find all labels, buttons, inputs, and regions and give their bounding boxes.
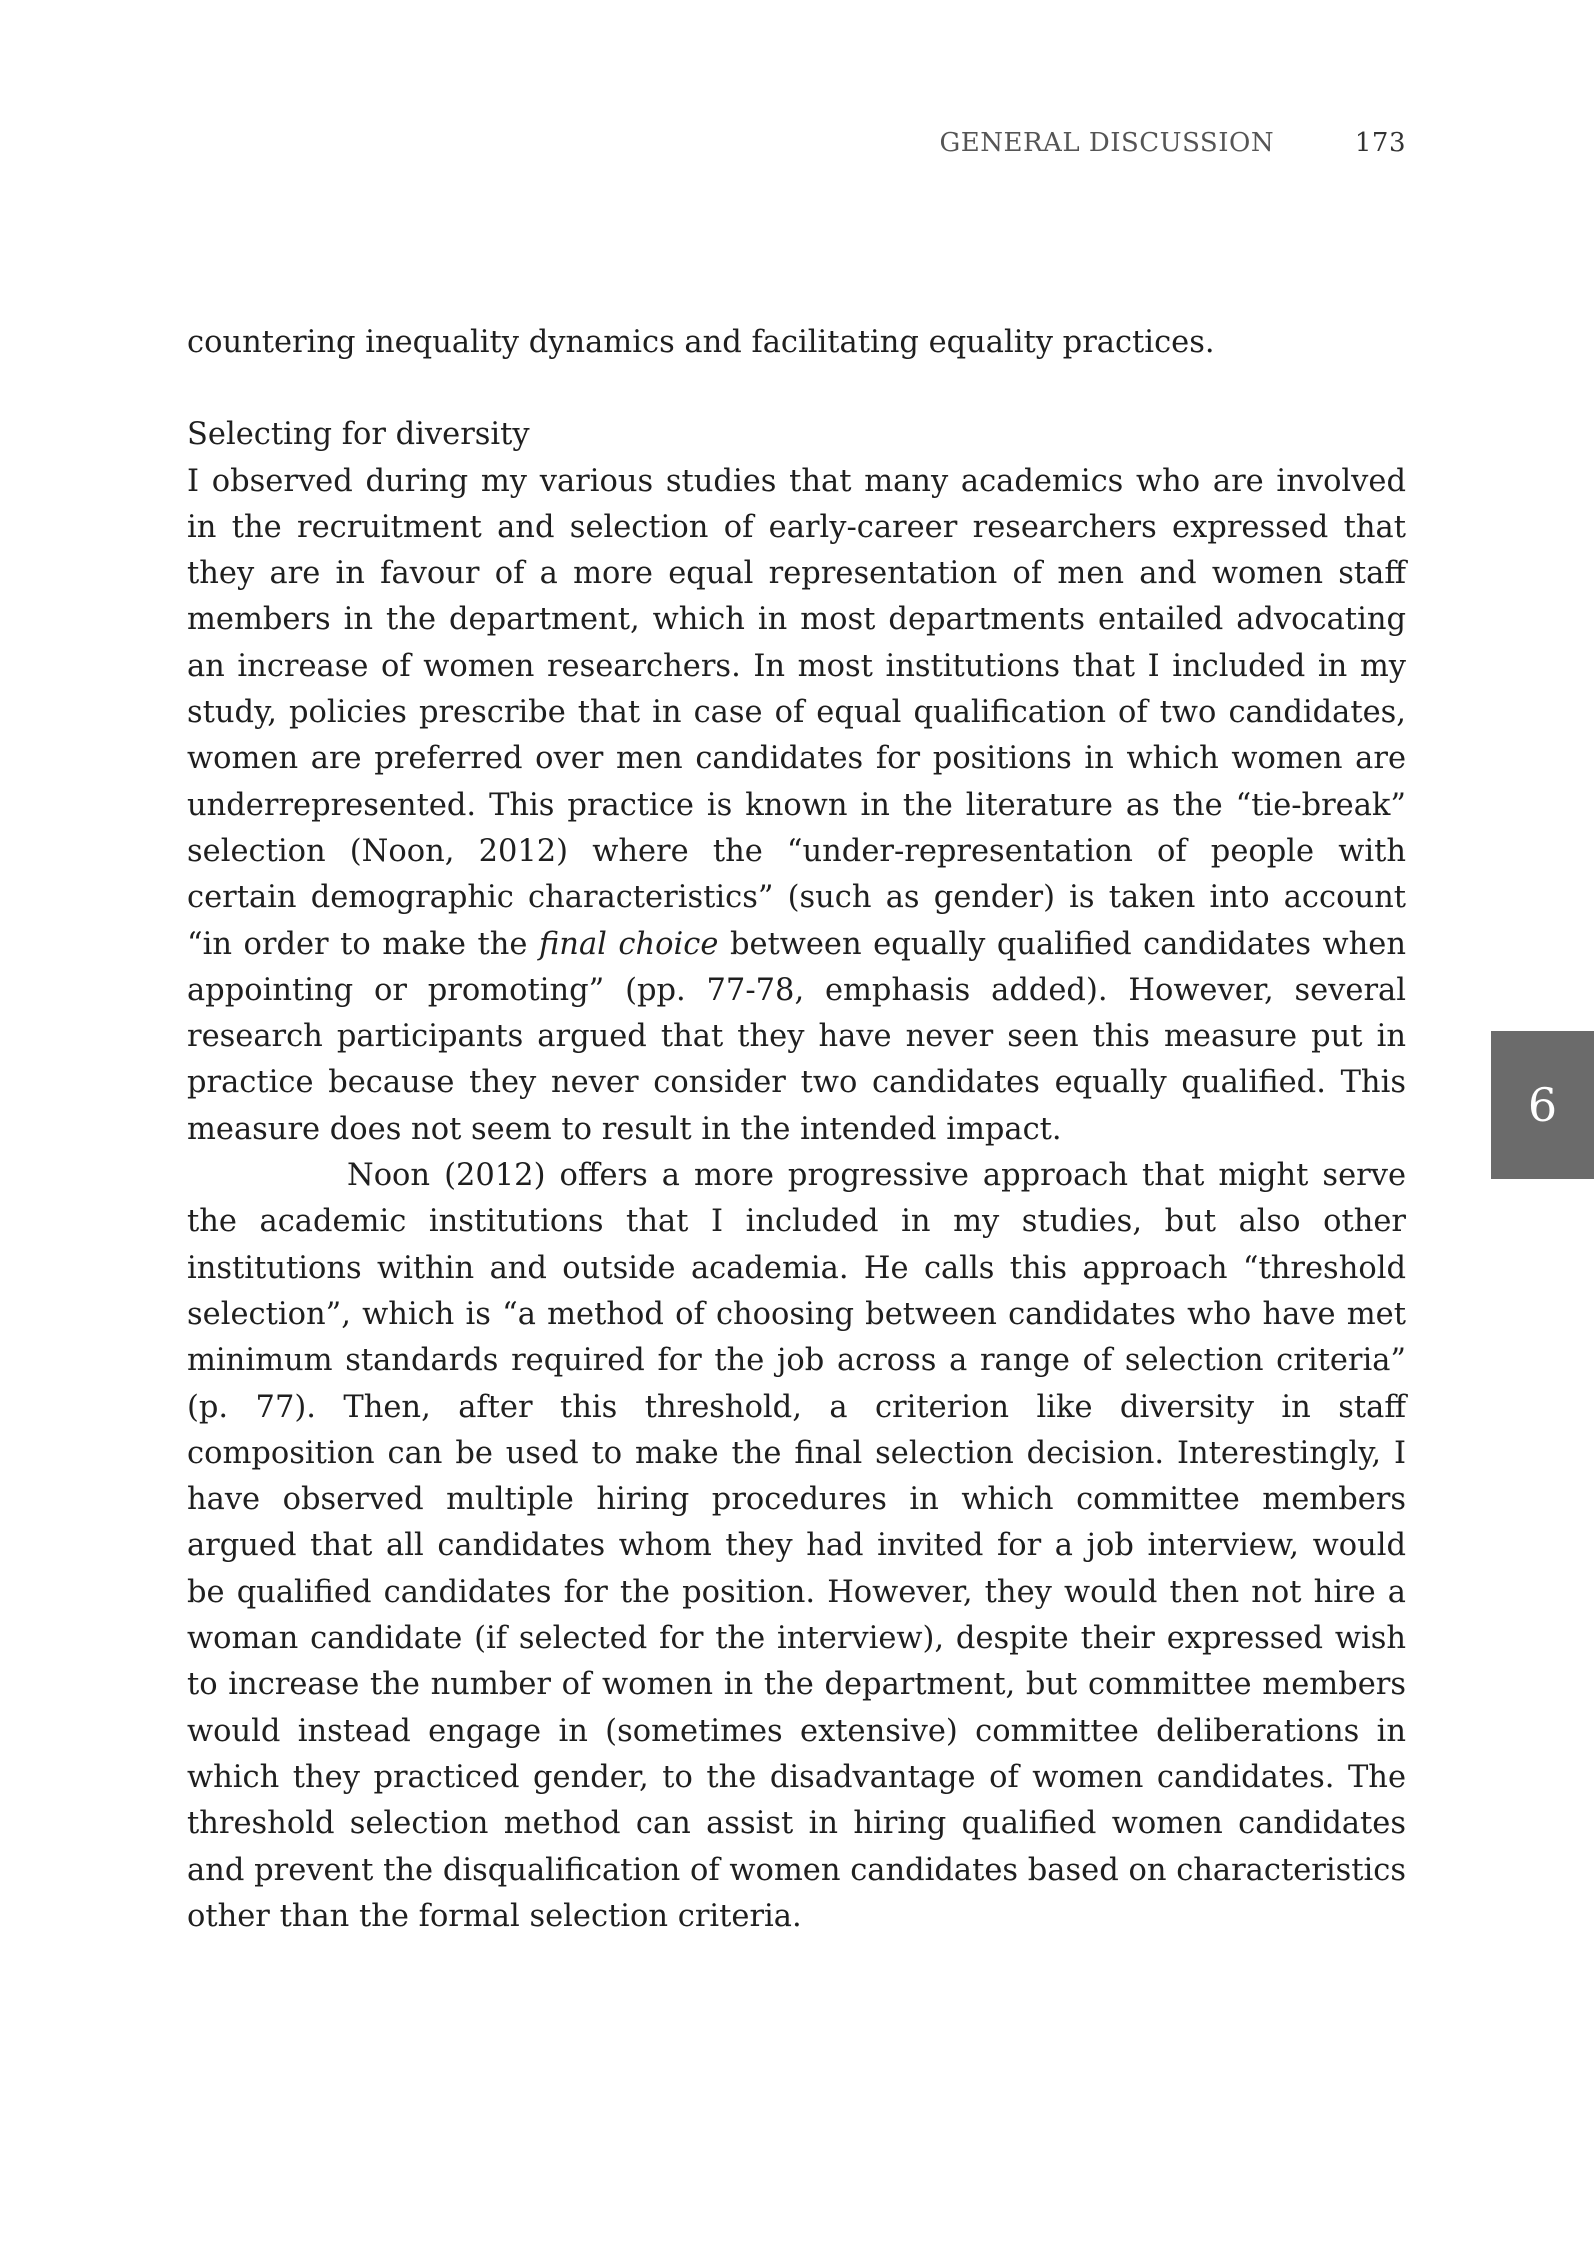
paragraph-tie-break-text-start: I observed during my various studies that many academics who are involved in the recruitment and selection of early-career researchers expressed that they are in favour of a more equal representation of men and women staff members in the department, which in most departments entailed advocating an increase of women researchers. In most institutions that I included in my study, policies prescribe that in case of equal qualification of two candidates, women are preferred over men candidates for positions in which women are underrepresented. This practice is known in the literature as the “tie-break” selection (Noon, 2012) where the “under-representation of people with certain demographic characteristics” (such as gender) is taken into account “in order to make the — [187, 463, 1406, 962]
paragraph-threshold-selection: Noon (2012) offers a more progressive approach that might serve the academic institutions that I included in my studies, but also other institutions within and outside academia. He calls this approach “threshold selection”, which is “a method of choosing between candidates who have met minimum standards required for the job across a range of selection criteria” (p. 77). Then, after this threshold, a criterion like diversity in staff composition can be used to make the final selection decision. Interestingly, I have observed multiple hiring procedures in which committee members argued that all candidates whom they had invited for a job interview, would be qualified candidates for the position. However, they would then not hire a woman candidate (if selected for the interview), despite their expressed wish to increase the number of women in the department, but committee members would instead engage in (sometimes extensive) committee deliberations in which they practiced gender, to the disadvantage of women candidates. The threshold selection method can assist in hiring qualified women candidates and prevent the disqualification of women candidates based on characteristics other than the formal selection criteria. — [187, 1158, 1406, 1934]
chapter-tab-label: 6 — [1527, 1078, 1558, 1132]
body-text — [187, 320, 1406, 1940]
running-header — [939, 128, 1406, 158]
section-heading: Selecting for diversity — [187, 417, 530, 453]
continuation-line: countering inequality dynamics and facilitating equality practices. — [187, 325, 1215, 360]
chapter-tab — [1491, 1031, 1594, 1179]
paragraph-tie-break — [187, 459, 1406, 1153]
emphasis-final-choice: final choice — [538, 926, 719, 962]
running-header-title: GENERAL DISCUSSION — [939, 128, 1275, 158]
paragraph-tie-break-text-end: between equally qualified candidates when appointing or promoting” (pp. 77-78, emphasis added). However, several research participants argued that they have never seen this measure put in practice because they never consider two candidates equally qualified. This measure does not seem to result in the intended impact. — [187, 926, 1406, 1147]
page-number: 173 — [1354, 128, 1406, 158]
